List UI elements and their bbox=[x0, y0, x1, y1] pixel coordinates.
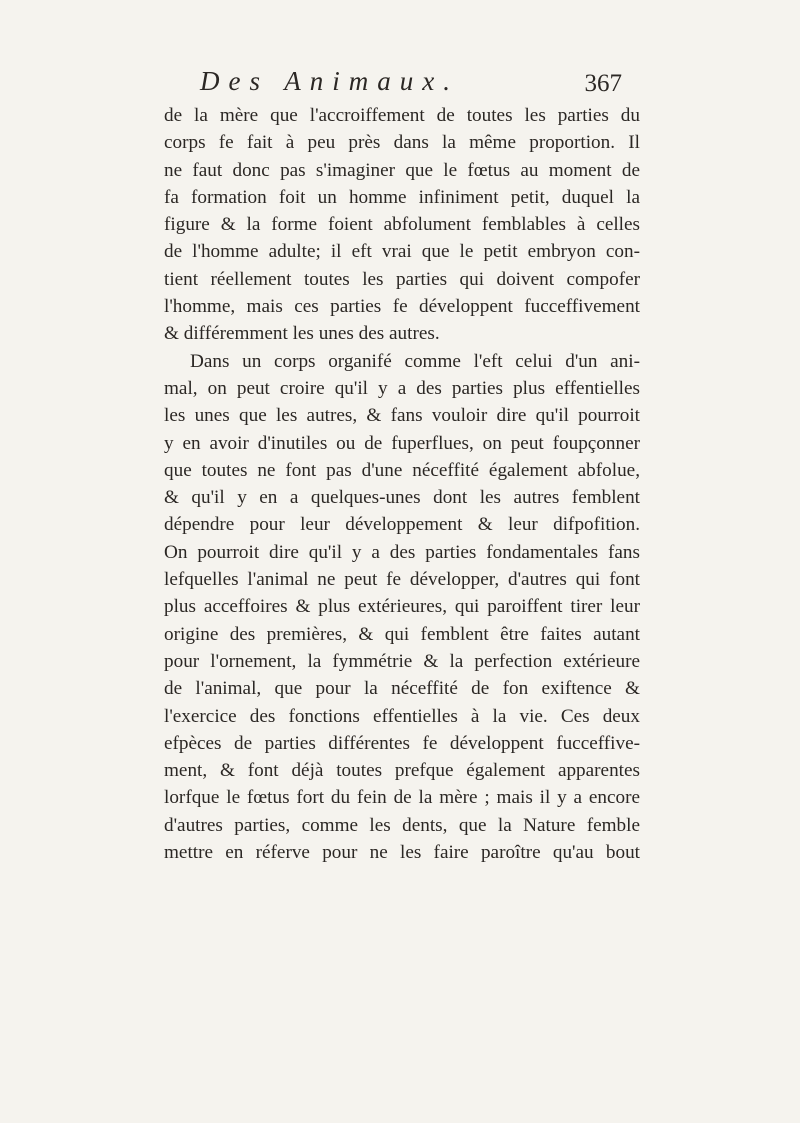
running-head bbox=[200, 66, 630, 106]
text-line: fa formation foit un homme infiniment petit, duquel la bbox=[164, 186, 640, 208]
text-line: y en avoir d'inutiles ou de fuperflues, on peut foupçonner bbox=[164, 432, 640, 454]
text-line: origine des premières, & qui femblent être faites autant bbox=[164, 623, 640, 645]
text-line: On pourroit dire qu'il y a des parties fondamentales fans bbox=[164, 541, 640, 563]
text-line: corps fe fait à peu près dans la même proportion. Il bbox=[164, 132, 640, 154]
text-line: d'autres parties, comme les dents, que la Nature femble bbox=[164, 814, 640, 836]
text-line: & qu'il y en a quelques-unes dont les autres femblent bbox=[164, 487, 640, 509]
running-title: Des Animaux. bbox=[200, 66, 459, 96]
text-line: efpèces de parties différentes fe développent fucceffive- bbox=[164, 732, 640, 754]
body-text bbox=[164, 102, 640, 866]
text-line: figure & la forme foient abfolument femblables à celles bbox=[164, 214, 640, 236]
text-line: ment, & font déjà toutes prefque également apparentes bbox=[164, 760, 640, 782]
text-line: lorfque le fœtus fort du fein de la mère ; mais il y a encore bbox=[164, 787, 640, 809]
text-line: tient réellement toutes les parties qui doivent compofer bbox=[164, 268, 640, 290]
text-line: dépendre pour leur développement & leur difpofition. bbox=[164, 514, 640, 536]
text-line: lefquelles l'animal ne peut fe développer, d'autres qui font bbox=[164, 569, 640, 591]
page-number: 367 bbox=[584, 70, 622, 97]
text-line: plus acceffoires & plus extérieures, qui paroiffent tirer leur bbox=[164, 596, 640, 618]
text-line: l'homme, mais ces parties fe développent fucceffivement bbox=[164, 296, 640, 318]
text-line: de l'homme adulte; il eft vrai que le petit embryon con- bbox=[164, 241, 640, 263]
text-line: de l'animal, que pour la néceffité de fon exiftence & bbox=[164, 678, 640, 700]
text-line: l'exercice des fonctions effentielles à la vie. Ces deux bbox=[164, 705, 640, 727]
text-line: & différemment les unes des autres. bbox=[164, 323, 440, 345]
text-line: Dans un corps organifé comme l'eft celui d'un ani- bbox=[190, 350, 640, 372]
text-line: de la mère que l'accroiffement de toutes les parties du bbox=[164, 105, 640, 126]
text-line: mettre en réferve pour ne les faire paroître qu'au bout bbox=[164, 842, 640, 864]
text-line: ne faut donc pas s'imaginer que le fœtus au moment de bbox=[164, 159, 640, 181]
text-line: pour l'ornement, la fymmétrie & la perfection extérieure bbox=[164, 650, 640, 672]
text-line: les unes que les autres, & fans vouloir dire qu'il pourroit bbox=[164, 405, 640, 427]
text-line: mal, on peut croire qu'il y a des parties plus effentielles bbox=[164, 377, 640, 399]
text-line: que toutes ne font pas d'une néceffité également abfolue, bbox=[164, 459, 640, 481]
